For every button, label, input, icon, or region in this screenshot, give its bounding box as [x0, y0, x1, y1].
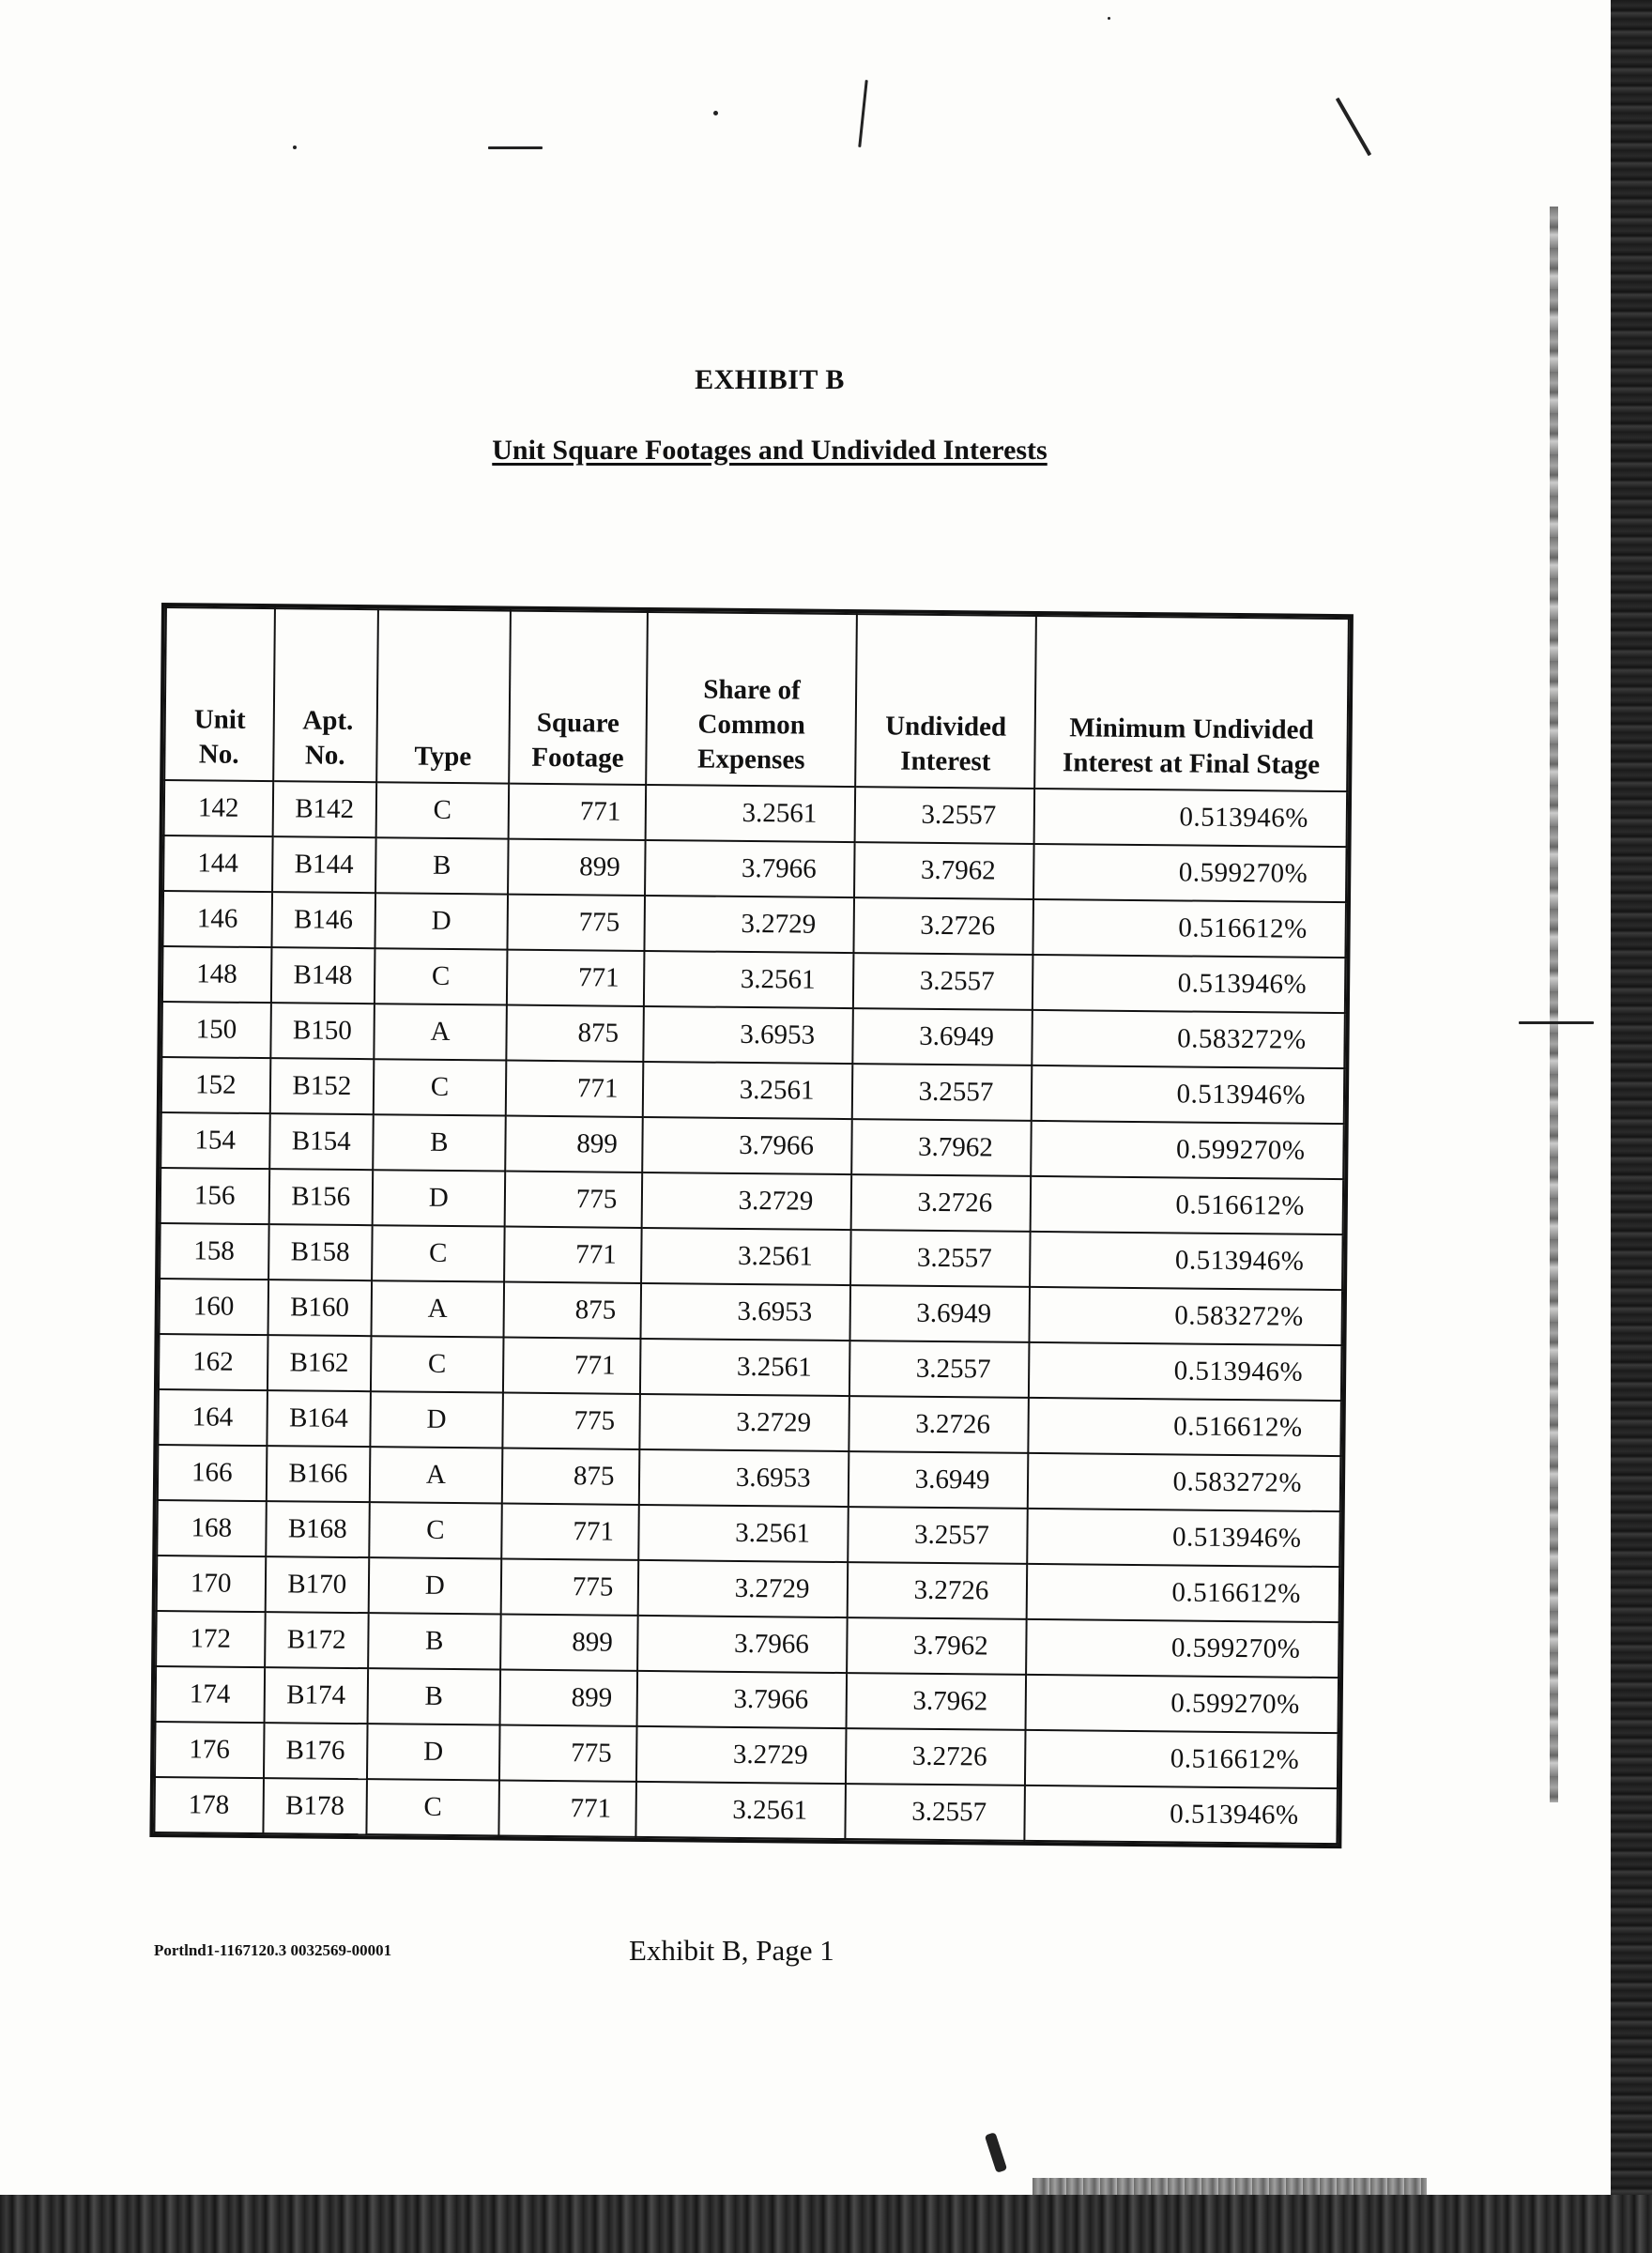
- share-common-expenses-cell: 3.6953: [641, 1283, 851, 1341]
- undivided-interest-cell: 3.2726: [851, 1174, 1031, 1232]
- apt-no-cell: B176: [264, 1723, 368, 1779]
- type-cell: D: [369, 1557, 501, 1614]
- share-common-expenses-cell: 3.2729: [645, 896, 855, 953]
- apt-no-cell: B142: [272, 781, 376, 837]
- apt-no-cell: B174: [264, 1667, 368, 1724]
- undivided-interest-cell: 3.2557: [851, 1230, 1031, 1287]
- exhibit-title: EXHIBIT B: [695, 364, 845, 395]
- type-cell: B: [368, 1613, 500, 1669]
- square-footage-cell: 771: [504, 1227, 642, 1283]
- minimum-undivided-interest-cell: 0.583272%: [1030, 1287, 1342, 1345]
- unit-no-cell: 152: [161, 1057, 270, 1113]
- type-cell: D: [367, 1724, 499, 1780]
- minimum-undivided-interest-cell: 0.599270%: [1026, 1675, 1338, 1733]
- type-cell: C: [375, 948, 507, 1004]
- type-cell: A: [372, 1280, 504, 1337]
- unit-no-cell: 160: [160, 1279, 268, 1335]
- square-footage-cell: 899: [505, 1116, 643, 1172]
- scan-speck: [713, 111, 718, 115]
- square-footage-cell: 771: [505, 1061, 643, 1117]
- unit-no-cell: 174: [156, 1666, 265, 1723]
- unit-table: [149, 603, 1354, 1848]
- type-cell: D: [375, 893, 508, 949]
- share-common-expenses-cell: 3.7966: [645, 840, 855, 897]
- undivided-interest-cell: 3.2726: [846, 1728, 1025, 1786]
- minimum-undivided-interest-cell: 0.583272%: [1032, 1010, 1345, 1068]
- minimum-undivided-interest-cell: 0.599270%: [1032, 1121, 1344, 1179]
- share-common-expenses-cell: 3.2729: [642, 1172, 852, 1230]
- exhibit-subtitle: Unit Square Footages and Undivided Interests: [492, 435, 1048, 466]
- undivided-interest-cell: 3.6949: [849, 1451, 1028, 1509]
- square-footage-cell: 899: [500, 1615, 638, 1671]
- apt-no-cell: B162: [267, 1335, 371, 1391]
- apt-no-cell: B148: [270, 947, 375, 1004]
- undivided-interest-cell: 3.2557: [849, 1507, 1028, 1564]
- square-footage-cell: 875: [503, 1282, 641, 1339]
- undivided-interest-cell: 3.2557: [852, 1064, 1032, 1121]
- unit-no-cell: 172: [156, 1611, 265, 1667]
- page-label: Exhibit B, Page 1: [629, 1934, 834, 1967]
- unit-no-cell: 148: [162, 946, 271, 1003]
- apt-no-cell: B158: [268, 1224, 373, 1280]
- apt-no-cell: B146: [271, 892, 375, 948]
- square-footage-cell: 899: [499, 1670, 637, 1726]
- share-common-expenses-cell: 3.7966: [637, 1671, 848, 1728]
- minimum-undivided-interest-cell: 0.516612%: [1029, 1398, 1341, 1456]
- apt-no-cell: B166: [266, 1446, 370, 1502]
- unit-no-cell: 150: [161, 1002, 270, 1058]
- apt-no-cell: B178: [263, 1778, 367, 1834]
- undivided-interest-cell: 3.6949: [853, 1008, 1032, 1065]
- share-common-expenses-cell: 3.6953: [644, 1006, 854, 1064]
- apt-no-cell: B168: [266, 1501, 370, 1557]
- header-type: Type: [376, 609, 510, 783]
- unit-no-cell: 178: [154, 1777, 263, 1833]
- unit-no-cell: 166: [158, 1445, 267, 1501]
- minimum-undivided-interest-cell: 0.513946%: [1032, 1065, 1344, 1124]
- type-cell: B: [375, 837, 508, 894]
- unit-no-cell: 162: [159, 1334, 268, 1390]
- undivided-interest-cell: 3.2557: [855, 787, 1034, 844]
- square-footage-cell: 875: [502, 1448, 640, 1505]
- type-cell: D: [373, 1170, 505, 1226]
- share-common-expenses-cell: 3.2561: [641, 1228, 851, 1285]
- type-cell: C: [376, 782, 509, 838]
- undivided-interest-cell: 3.2557: [853, 953, 1032, 1010]
- scan-speck: [488, 146, 543, 149]
- undivided-interest-cell: 3.2726: [849, 1396, 1029, 1453]
- apt-no-cell: B154: [269, 1113, 374, 1170]
- header-unit-no: Unit No.: [164, 607, 274, 781]
- apt-no-cell: B156: [268, 1169, 373, 1225]
- header-square-footage: Square Footage: [509, 611, 648, 785]
- minimum-undivided-interest-cell: 0.513946%: [1028, 1509, 1340, 1567]
- share-common-expenses-cell: 3.2561: [643, 1062, 853, 1119]
- minimum-undivided-interest-cell: 0.516612%: [1027, 1564, 1339, 1622]
- apt-no-cell: B160: [268, 1280, 372, 1336]
- scan-speck: [293, 146, 297, 149]
- square-footage-cell: 875: [506, 1005, 644, 1062]
- apt-no-cell: B164: [267, 1390, 371, 1447]
- apt-no-cell: B172: [265, 1612, 369, 1668]
- minimum-undivided-interest-cell: 0.513946%: [1034, 789, 1347, 847]
- unit-no-cell: 164: [158, 1389, 267, 1446]
- share-common-expenses-cell: 3.7966: [638, 1616, 849, 1673]
- square-footage-cell: 771: [508, 784, 646, 840]
- scan-edge-right: [1611, 0, 1652, 2253]
- share-common-expenses-cell: 3.2561: [646, 785, 856, 842]
- undivided-interest-cell: 3.2557: [849, 1341, 1029, 1398]
- square-footage-cell: 899: [508, 839, 646, 896]
- minimum-undivided-interest-cell: 0.583272%: [1028, 1453, 1340, 1511]
- type-cell: C: [372, 1225, 504, 1281]
- type-cell: C: [371, 1336, 503, 1392]
- type-cell: B: [373, 1114, 505, 1171]
- type-cell: B: [368, 1668, 500, 1724]
- square-footage-cell: 775: [502, 1393, 640, 1449]
- document-code: Portlnd1-1167120.3 0032569-00001: [154, 1941, 392, 1959]
- unit-no-cell: 146: [162, 891, 271, 947]
- minimum-undivided-interest-cell: 0.599270%: [1026, 1619, 1338, 1678]
- unit-no-cell: 176: [155, 1722, 264, 1778]
- square-footage-cell: 775: [500, 1559, 638, 1616]
- share-common-expenses-cell: 3.2729: [640, 1394, 850, 1451]
- type-cell: C: [374, 1059, 506, 1115]
- unit-no-cell: 142: [164, 780, 273, 836]
- scan-edge-bottom: [0, 2195, 1652, 2253]
- share-common-expenses-cell: 3.2561: [644, 951, 854, 1008]
- table-header-row: [164, 607, 1349, 791]
- square-footage-cell: 771: [501, 1504, 639, 1560]
- scan-speck: [858, 80, 868, 147]
- scan-speck: [985, 2132, 1007, 2173]
- undivided-interest-cell: 3.7962: [848, 1617, 1027, 1675]
- square-footage-cell: 771: [498, 1781, 636, 1837]
- share-common-expenses-cell: 3.2561: [640, 1339, 850, 1396]
- unit-no-cell: 170: [157, 1556, 266, 1612]
- type-cell: A: [374, 1004, 506, 1060]
- unit-no-cell: 168: [157, 1500, 266, 1556]
- minimum-undivided-interest-cell: 0.516612%: [1031, 1176, 1343, 1234]
- apt-no-cell: B144: [272, 836, 376, 893]
- undivided-interest-cell: 3.7962: [854, 842, 1033, 899]
- minimum-undivided-interest-cell: 0.516612%: [1033, 899, 1346, 958]
- share-common-expenses-cell: 3.2729: [638, 1560, 849, 1617]
- minimum-undivided-interest-cell: 0.599270%: [1033, 844, 1346, 902]
- minimum-undivided-interest-cell: 0.513946%: [1030, 1232, 1342, 1290]
- share-common-expenses-cell: 3.2729: [636, 1726, 847, 1784]
- apt-no-cell: B150: [270, 1003, 375, 1059]
- type-cell: C: [366, 1779, 498, 1835]
- minimum-undivided-interest-cell: 0.513946%: [1029, 1342, 1341, 1401]
- scan-artifact-streak: [1550, 207, 1558, 1802]
- type-cell: D: [370, 1391, 502, 1448]
- minimum-undivided-interest-cell: 0.513946%: [1032, 955, 1345, 1013]
- header-share-common-expenses: Share of Common Expenses: [647, 612, 858, 787]
- undivided-interest-cell: 3.2557: [846, 1784, 1025, 1841]
- header-undivided-interest: Undivided Interest: [856, 614, 1037, 789]
- unit-no-cell: 156: [161, 1168, 269, 1224]
- square-footage-cell: 775: [504, 1172, 642, 1228]
- scan-speck: [1108, 17, 1110, 20]
- undivided-interest-cell: 3.7962: [847, 1673, 1026, 1730]
- header-minimum-undivided-interest: Minimum Undivided Interest at Final Stage: [1035, 616, 1349, 791]
- type-cell: C: [369, 1502, 501, 1558]
- unit-no-cell: 144: [163, 835, 272, 892]
- minimum-undivided-interest-cell: 0.516612%: [1025, 1730, 1338, 1788]
- scan-speck: [1519, 1021, 1594, 1024]
- share-common-expenses-cell: 3.2561: [639, 1505, 849, 1562]
- apt-no-cell: B152: [269, 1058, 374, 1114]
- undivided-interest-cell: 3.2726: [848, 1562, 1027, 1619]
- share-common-expenses-cell: 3.7966: [643, 1117, 853, 1174]
- share-common-expenses-cell: 3.2561: [636, 1782, 847, 1839]
- undivided-interest-cell: 3.6949: [850, 1285, 1030, 1342]
- table-row: [154, 1777, 1338, 1844]
- square-footage-cell: 771: [503, 1338, 641, 1394]
- square-footage-cell: 775: [507, 895, 645, 951]
- scan-artifact-bottom: [1032, 2178, 1427, 2195]
- undivided-interest-cell: 3.2726: [854, 897, 1033, 955]
- square-footage-cell: 775: [499, 1725, 637, 1782]
- scan-speck: [1336, 98, 1371, 157]
- type-cell: A: [370, 1447, 502, 1503]
- minimum-undivided-interest-cell: 0.513946%: [1025, 1786, 1338, 1844]
- undivided-interest-cell: 3.7962: [852, 1119, 1032, 1176]
- unit-no-cell: 158: [160, 1223, 268, 1280]
- square-footage-cell: 771: [507, 950, 645, 1006]
- share-common-expenses-cell: 3.6953: [639, 1449, 849, 1507]
- unit-no-cell: 154: [161, 1112, 269, 1169]
- apt-no-cell: B170: [265, 1556, 369, 1613]
- header-apt-no: Apt. No.: [273, 608, 378, 782]
